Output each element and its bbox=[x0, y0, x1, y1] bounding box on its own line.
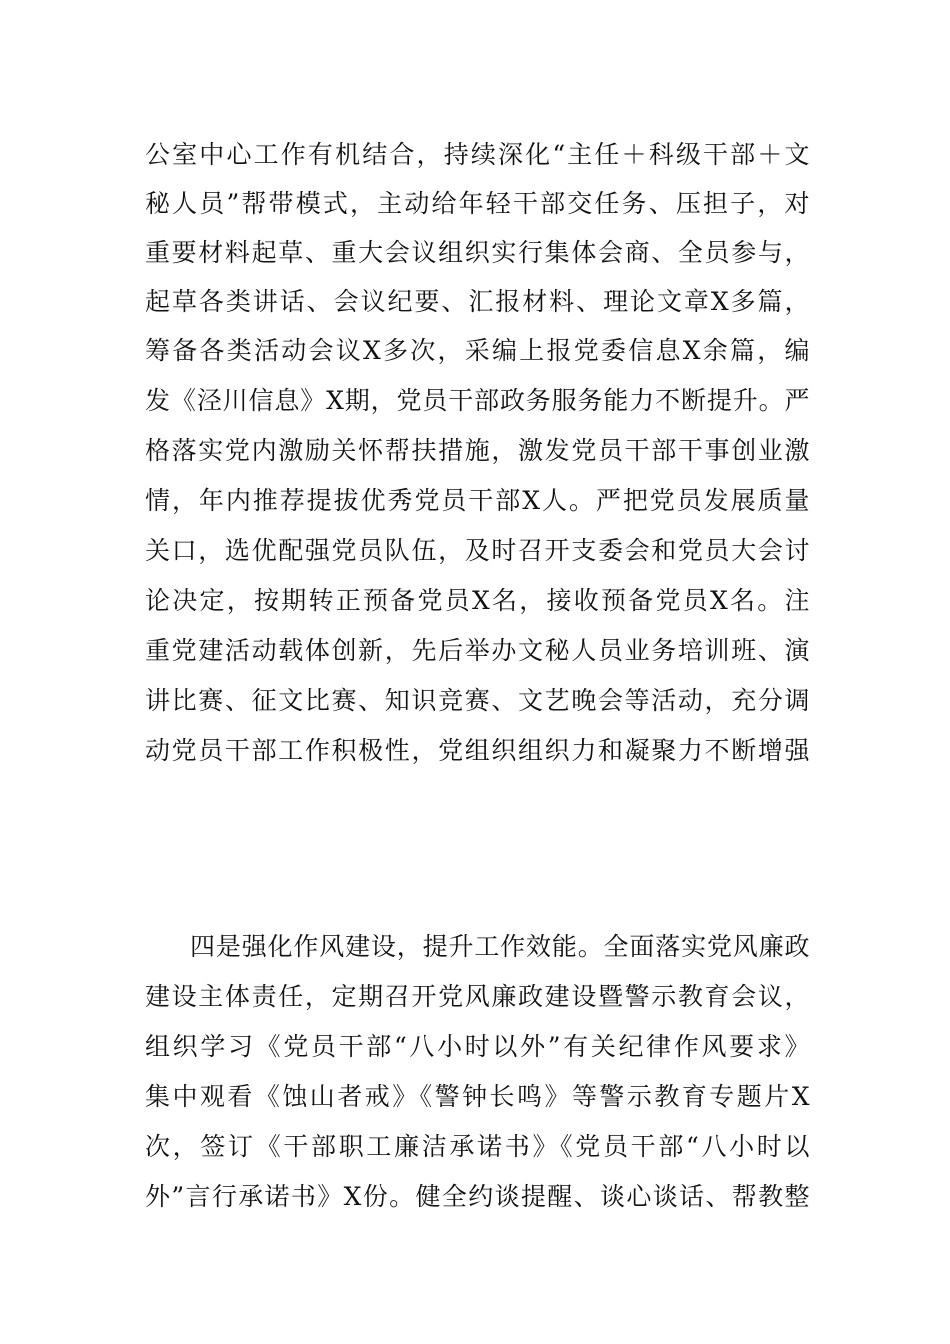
text-line: 起草各类讲话、会议纪要、汇报材料、理论文章X多篇， bbox=[145, 287, 810, 316]
text-line: 集中观看《蚀山者戒》《警钟长鸣》等警示教育专题片X bbox=[145, 1082, 810, 1111]
text-line: 讲比赛、征文比赛、知识竞赛、文艺晚会等活动，充分调 bbox=[145, 686, 810, 715]
text-line: 关口，选优配强党员队伍，及时召开支委会和党员大会讨 bbox=[145, 536, 810, 565]
text-line: 次，签订《干部职工廉洁承诺书》《党员干部“八小时以 bbox=[145, 1132, 810, 1161]
text-line: 公室中心工作有机结合，持续深化“主任＋科级干部＋文 bbox=[145, 140, 810, 169]
text-line: 筹备各类活动会议X多次，采编上报党委信息X余篇，编 bbox=[145, 336, 810, 365]
text-line: 情，年内推荐提拔优秀党员干部X人。严把党员发展质量 bbox=[145, 486, 810, 515]
text-line: 四是强化作风建设，提升工作效能。全面落实党风廉政 bbox=[190, 932, 810, 961]
text-line: 重党建活动载体创新，先后举办文秘人员业务培训班、演 bbox=[145, 636, 810, 665]
text-line: 格落实党内激励关怀帮扶措施，激发党员干部干事创业激 bbox=[145, 436, 810, 465]
text-line: 组织学习《党员干部“八小时以外”有关纪律作风要求》 bbox=[145, 1032, 810, 1061]
text-line: 论决定，按期转正预备党员X名，接收预备党员X名。注 bbox=[145, 586, 810, 615]
text-line: 建设主体责任，定期召开党风廉政建设暨警示教育会议， bbox=[145, 982, 810, 1011]
text-line: 秘人员”帮带模式，主动给年轻干部交任务、压担子，对 bbox=[145, 189, 810, 218]
text-line: 重要材料起草、重大会议组织实行集体会商、全员参与， bbox=[145, 238, 810, 267]
text-line: 外”言行承诺书》X份。健全约谈提醒、谈心谈话、帮教整 bbox=[145, 1182, 810, 1211]
text-line: 动党员干部工作积极性，党组织组织力和凝聚力不断增强 bbox=[145, 736, 810, 765]
text-line: 发《泾川信息》X期，党员干部政务服务能力不断提升。严 bbox=[145, 386, 810, 415]
